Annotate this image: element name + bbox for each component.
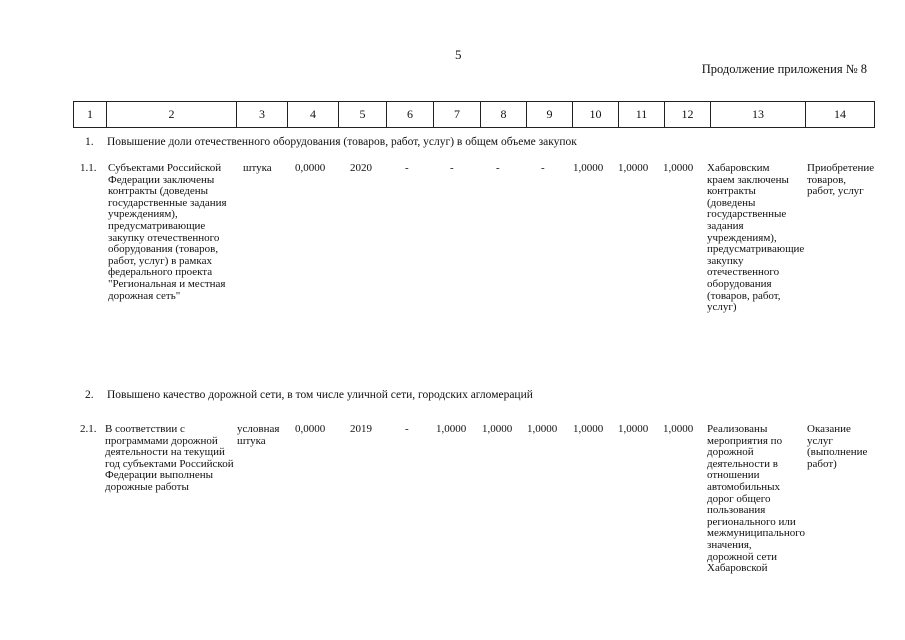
value-col-7: - (450, 162, 454, 174)
col-header-6: 6 (387, 102, 434, 128)
base-value: 0,0000 (295, 162, 326, 174)
column-header-table (73, 101, 875, 128)
section-title: Повышено качество дорожной сети, в том числе уличной сети, городских агломераций (107, 389, 533, 401)
base-value: 0,0000 (295, 423, 326, 435)
col-header-14: 14 (806, 102, 875, 128)
result-type: Оказание услуг (выполнение работ) (807, 423, 868, 470)
result-type: Приобретение товаров, работ, услуг (807, 162, 875, 198)
col-header-8: 8 (481, 102, 527, 128)
value-col-11: 1,0000 (618, 423, 649, 435)
continuation-title: Продолжение приложения № 8 (701, 62, 867, 76)
row-number: 2.1. (80, 423, 97, 435)
col-header-9: 9 (527, 102, 573, 128)
value-col-10: 1,0000 (573, 423, 604, 435)
indicator-name: Субъектами Российской Федерации заключены контракты (доведены государственные задания учреждениям), предусматривающие закупку отечественного оборудования (товаров, работ, услуг) в рамках федерального проекта "Региональная и местная дорожная сеть" (108, 162, 227, 302)
col-header-7: 7 (434, 102, 481, 128)
col-header-5: 5 (339, 102, 387, 128)
col-header-4: 4 (288, 102, 339, 128)
value-col-8: - (496, 162, 500, 174)
value-col-10: 1,0000 (573, 162, 604, 174)
expected-result: Реализованы мероприятия по дорожной деятельности в отношении автомобильных дорог общего пользования регионального или межмуниципального значения, дорожной сети Хабаровской (707, 423, 805, 575)
col-header-11: 11 (619, 102, 665, 128)
base-year: 2020 (350, 162, 372, 174)
col-header-3: 3 (237, 102, 288, 128)
page-number: 5 (455, 47, 462, 62)
section-title: Повышение доли отечественного оборудования (товаров, работ, услуг) в общем объеме закупок (107, 136, 577, 148)
unit: штука (243, 162, 272, 174)
value-col-6: - (405, 423, 409, 435)
col-header-10: 10 (573, 102, 619, 128)
section-number: 1. (85, 136, 94, 148)
value-col-12: 1,0000 (663, 423, 694, 435)
value-col-7: 1,0000 (436, 423, 467, 435)
value-col-6: - (405, 162, 409, 174)
base-year: 2019 (350, 423, 372, 435)
value-col-9: - (541, 162, 545, 174)
expected-result: Хабаровским краем заключены контракты (доведены государственные задания учреждениям), предусматривающие закупку отечественного оборудования (товаров, работ, услуг) (707, 162, 805, 314)
unit: условная штука (237, 423, 280, 447)
value-col-12: 1,0000 (663, 162, 694, 174)
col-header-1: 1 (74, 102, 107, 128)
col-header-12: 12 (665, 102, 711, 128)
col-header-13: 13 (711, 102, 806, 128)
value-col-9: 1,0000 (527, 423, 558, 435)
value-col-8: 1,0000 (482, 423, 513, 435)
section-number: 2. (85, 389, 94, 401)
indicator-name: В соответствии с программами дорожной деятельности на текущий год субъектами Российской Федерации выполнены дорожные работы (105, 423, 234, 493)
value-col-11: 1,0000 (618, 162, 649, 174)
col-header-2: 2 (107, 102, 237, 128)
row-number: 1.1. (80, 162, 97, 174)
